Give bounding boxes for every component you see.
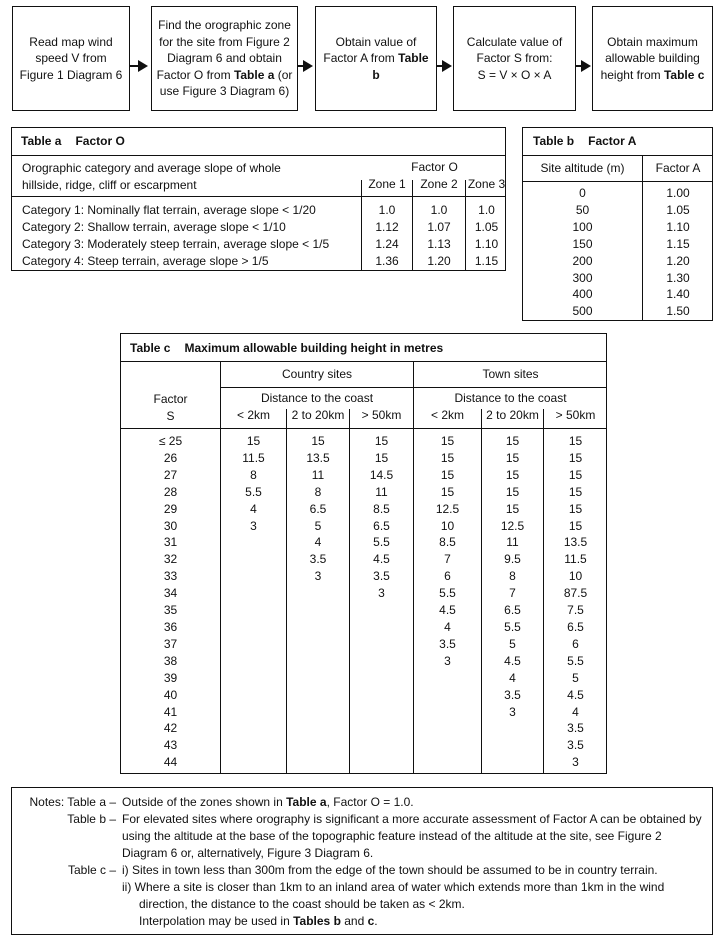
table-cell: 1.40 <box>666 287 690 302</box>
table-cell: 3.5 <box>439 636 456 651</box>
table-cell: 6 <box>572 636 579 651</box>
notes-heading: Notes: <box>29 795 65 809</box>
table-cell: 15 <box>440 484 455 499</box>
table-cell: 3.5 <box>567 721 584 736</box>
flow-step-5-text <box>597 34 708 84</box>
table-cell: 3 <box>572 755 579 770</box>
table-cell: 15 <box>568 434 583 448</box>
table-cell: 5.5 <box>245 484 262 499</box>
table-b-altitudes <box>523 185 642 320</box>
table-a-zone-2-values <box>413 202 465 270</box>
table-cell: 15 <box>440 450 455 465</box>
note-c-ii-1: ii) Where a site is closer than 1km to an inland area of water which extends more than 1km in the wind <box>122 880 665 894</box>
table-b-factors <box>643 185 713 320</box>
table-a-zone-2: Zone 2 <box>420 177 458 191</box>
table-c-group-town: Town sites <box>482 367 539 381</box>
table-cell: 6.5 <box>309 501 327 516</box>
flow-step-5-table: Table c <box>663 67 705 82</box>
table-cell: 4.5 <box>373 552 390 567</box>
flow-arrowhead-1 <box>138 60 148 72</box>
table-c-country-lt2-header: < 2km <box>236 408 270 422</box>
table-cell: 13.5 <box>563 535 588 550</box>
table-cell: 10 <box>440 518 455 533</box>
table-cell: 15 <box>505 501 520 516</box>
flow-step-2-tail: (or use Figure 3 Diagram 6) <box>159 67 293 99</box>
table-cell: 14.5 <box>369 467 394 482</box>
table-a-cell: 1.10 <box>474 237 499 251</box>
flow-step-5-main: Obtain maximum allowable building height from <box>600 34 700 82</box>
table-cell: 13.5 <box>306 450 330 465</box>
table-c-country-2to20-header: 2 to 20km <box>291 408 345 422</box>
table-cell: 5 <box>509 636 516 651</box>
table-a-row-label: Category 3: Moderately steep terrain, average slope < 1/5 <box>22 237 330 251</box>
table-cell: 50 <box>575 202 590 217</box>
table-cell: 15 <box>246 434 261 448</box>
table-cell: 100 <box>572 219 593 234</box>
table-b-col-altitude: Site altitude (m) <box>540 161 625 175</box>
table-cell: 4 <box>250 501 257 516</box>
table-c <box>120 333 607 774</box>
table-c-town-2to20-header: 2 to 20km <box>486 408 539 422</box>
table-cell: 8 <box>509 569 516 584</box>
note-c-i: i) Sites in town less than 300m from the edge of the town should be assumed to be in country terrain. <box>122 863 658 877</box>
table-a-cell: 1.15 <box>474 254 499 268</box>
note-c-interp <box>122 913 704 930</box>
table-a-cell: 1.0 <box>478 203 495 217</box>
table-c-distance-town: Distance to the coast <box>454 391 567 405</box>
table-c-town-gt50-header: > 50km <box>555 408 596 422</box>
table-a-cell: 1.24 <box>375 237 399 251</box>
table-cell: 3 <box>378 586 385 601</box>
table-b <box>522 127 713 321</box>
table-c-group-country: Country sites <box>281 367 353 381</box>
table-cell: 5.5 <box>504 619 521 634</box>
table-a-zone-3: Zone 3 <box>467 177 506 191</box>
table-a-title <box>21 134 125 148</box>
flow-step-3-table: Table b <box>372 51 429 82</box>
table-cell: 38 <box>163 653 178 668</box>
table-cell: 31 <box>163 535 178 550</box>
table-cell: 15 <box>568 450 583 465</box>
table-cell: 15 <box>311 434 325 448</box>
flow-arrowhead-2 <box>303 60 313 72</box>
table-c-title <box>130 341 443 355</box>
table-cell: 8.5 <box>373 501 390 516</box>
table-cell: 4 <box>314 535 322 550</box>
table-cell: 10 <box>568 569 583 584</box>
table-a-header-desc-2: hillside, ridge, cliff or escarpment <box>22 178 197 192</box>
table-cell: 15 <box>568 467 583 482</box>
table-c-s-label: S <box>166 409 175 423</box>
table-cell: 5.5 <box>567 653 584 668</box>
table-cell: 30 <box>163 518 178 533</box>
table-cell: 1.20 <box>666 253 690 268</box>
table-a-row-label: Category 1: Nominally flat terrain, average slope < 1/20 <box>22 203 316 217</box>
table-cell: 15 <box>374 434 389 448</box>
table-cell: 11.5 <box>564 552 587 567</box>
table-cell: 8 <box>314 484 322 499</box>
table-cell: 4 <box>572 704 579 719</box>
table-c-number: Table c <box>130 341 171 355</box>
note-c-text <box>122 862 704 930</box>
note-c-interp-tables-b: Tables b <box>293 914 341 928</box>
table-cell: 1.05 <box>666 202 690 217</box>
table-cell: 15 <box>568 484 583 499</box>
table-cell: 15 <box>440 434 455 448</box>
table-c-country-2to20-column <box>287 433 349 585</box>
table-cell: 15 <box>505 467 520 482</box>
table-cell: 11.5 <box>242 450 265 465</box>
table-cell: 29 <box>163 501 178 516</box>
table-cell: 3.5 <box>504 687 521 702</box>
table-cell: 1.50 <box>666 304 690 319</box>
note-a-text-2: , Factor O = 1.0. <box>326 795 414 809</box>
table-cell: 3 <box>250 518 257 533</box>
table-a-cell: 1.0 <box>430 203 448 217</box>
table-a-header-desc <box>22 160 281 194</box>
table-cell: 200 <box>572 253 593 268</box>
note-table-c <box>20 862 704 930</box>
table-cell: 3.5 <box>309 552 327 567</box>
note-a-text <box>122 794 704 811</box>
table-cell: 40 <box>163 687 178 702</box>
table-cell: 5.5 <box>439 586 456 601</box>
table-c-town-gt50-column <box>544 433 607 771</box>
table-cell: 15 <box>505 434 520 448</box>
table-cell: 7.5 <box>567 603 584 618</box>
table-cell: 42 <box>163 721 178 736</box>
table-cell: 39 <box>163 670 178 685</box>
table-cell: 12.5 <box>435 501 460 516</box>
note-c-label: Table c – <box>67 863 116 877</box>
table-a-cell: 1.12 <box>375 220 399 234</box>
table-cell: 15 <box>374 450 389 465</box>
table-a-cell: 1.36 <box>375 254 399 268</box>
note-c-interp-and: and <box>340 914 368 928</box>
table-c-country-gt50-header: > 50km <box>361 408 402 422</box>
table-a-cell: 1.20 <box>427 254 451 268</box>
table-cell: 150 <box>572 236 593 251</box>
table-b-title-text: Factor A <box>588 134 637 148</box>
table-a-cell: 1.13 <box>427 237 451 251</box>
table-c-factor-header <box>121 391 220 425</box>
table-cell: 7 <box>444 552 451 567</box>
table-cell: 35 <box>163 603 178 618</box>
table-cell: 15 <box>440 467 455 482</box>
table-a-row-label: Category 2: Shallow terrain, average slope < 1/10 <box>22 220 286 234</box>
flow-step-4-main: Calculate value of Factor S from: <box>466 34 563 66</box>
table-cell: 4.5 <box>567 687 584 702</box>
note-a-bold: Table a <box>286 795 327 809</box>
table-cell: 6 <box>444 569 451 584</box>
table-cell: 1.10 <box>666 219 690 234</box>
notes-box <box>11 787 713 935</box>
note-table-b <box>20 811 704 862</box>
table-a-number: Table a <box>21 134 62 148</box>
table-cell: 1.15 <box>666 236 690 251</box>
flow-step-3-main: Obtain value of Factor A from <box>323 34 417 66</box>
table-cell: 3.5 <box>567 738 584 753</box>
table-cell: 3 <box>509 704 516 719</box>
note-table-a <box>20 794 704 811</box>
table-a-row-label: Category 4: Steep terrain, average slope > 1/5 <box>22 254 269 268</box>
flow-arrowhead-4 <box>581 60 591 72</box>
table-cell: 6.5 <box>504 603 521 618</box>
table-cell: 27 <box>163 467 178 482</box>
flow-step-4-formula: S = V × O × A <box>477 67 552 82</box>
table-cell: 12.5 <box>500 518 525 533</box>
table-cell: 8.5 <box>439 535 456 550</box>
table-cell: 28 <box>163 484 178 499</box>
flow-step-1-text: Read map wind speed V from Figure 1 Diagram 6 <box>19 34 123 82</box>
flow-step-read-wind-speed <box>12 6 130 111</box>
table-a-zone-1: Zone 1 <box>368 177 406 191</box>
table-cell: 36 <box>163 619 178 634</box>
table-b-number: Table b <box>533 134 575 148</box>
table-cell: 9.5 <box>504 552 521 567</box>
table-cell: 11 <box>375 484 388 499</box>
table-cell: 87.5 <box>563 586 588 601</box>
table-cell: 7 <box>509 586 516 601</box>
table-a-zone-3-values <box>466 202 507 270</box>
table-cell: 4 <box>444 619 451 634</box>
table-cell: 41 <box>163 704 178 719</box>
table-cell: 5.5 <box>373 535 390 550</box>
flow-step-3-text <box>320 34 432 84</box>
table-cell: 1.00 <box>666 186 690 200</box>
table-a-cell: 1.05 <box>474 220 499 234</box>
flow-arrowhead-3 <box>442 60 452 72</box>
table-b-col-factor: Factor A <box>655 161 701 175</box>
table-cell: 500 <box>572 304 593 319</box>
table-cell: 15 <box>568 518 583 533</box>
flow-step-4-text <box>458 34 571 84</box>
flow-step-factor-a <box>315 6 437 111</box>
table-a-row-labels <box>22 202 329 270</box>
table-cell: 1.30 <box>666 270 690 285</box>
note-c-interp-c: c <box>367 914 375 928</box>
table-cell: 3 <box>314 569 322 584</box>
table-a-header-desc-1: Orographic category and average slope of whole <box>22 161 281 175</box>
table-c-town-2to20-column <box>482 433 543 720</box>
table-cell: 34 <box>163 586 178 601</box>
table-cell: 15 <box>505 450 520 465</box>
table-c-factor-label: Factor <box>153 392 188 406</box>
flow-step-max-height <box>592 6 713 111</box>
table-cell: 44 <box>163 755 178 770</box>
table-cell: 4.5 <box>439 603 456 618</box>
note-c-interp-text: Interpolation may be used in <box>139 914 294 928</box>
table-c-town-lt2-header: < 2km <box>430 408 464 422</box>
flow-step-2-text <box>156 17 293 100</box>
table-cell: 15 <box>568 501 583 516</box>
table-cell: 32 <box>163 552 178 567</box>
table-b-title <box>533 134 636 148</box>
table-cell: 11 <box>311 467 325 482</box>
table-cell: 37 <box>163 636 178 651</box>
flow-step-factor-o <box>151 6 298 111</box>
table-cell: 33 <box>163 569 178 584</box>
table-a-cell: 1.07 <box>427 220 451 234</box>
table-cell: 3.5 <box>373 569 390 584</box>
table-cell: 6.5 <box>567 619 584 634</box>
table-cell: 15 <box>505 484 520 499</box>
note-label-a <box>20 794 122 811</box>
flow-step-factor-s <box>453 6 576 111</box>
table-a-title-text: Factor O <box>75 134 125 148</box>
table-cell: 43 <box>163 738 178 753</box>
table-a-header-group: Factor O <box>411 160 458 174</box>
flow-step-2-table: Table a <box>233 67 275 82</box>
table-c-title-text: Maximum allowable building height in metres <box>184 341 444 355</box>
table-a-cell: 1.0 <box>378 203 396 217</box>
table-cell: 8 <box>250 467 257 482</box>
table-cell: 5 <box>314 518 322 533</box>
table-c-country-gt50-column <box>350 433 413 602</box>
note-b-text: For elevated sites where orography is significant a more accurate assessment of Factor A can be obtained by using the altitude at the base of the topographic feature instead of the altitude at the site, see Figure 2 Diagram 6 or, alternatively, Figure 3 Diagram 6. <box>122 812 702 860</box>
note-b-label: Table b – <box>67 812 116 826</box>
table-c-country-lt2-column <box>221 433 286 534</box>
table-cell: 5 <box>572 670 579 685</box>
table-cell: 300 <box>572 270 593 285</box>
table-c-factor-s-column <box>121 433 220 771</box>
table-cell: ≤ 25 <box>158 434 183 448</box>
table-a-zone-1-values <box>362 202 412 270</box>
table-c-town-lt2-column <box>414 433 481 670</box>
table-cell: 26 <box>163 450 178 465</box>
note-c-ii-2: direction, the distance to the coast should be taken as < 2km. <box>139 897 465 911</box>
table-cell: 11 <box>506 535 519 550</box>
table-cell: 400 <box>572 287 593 302</box>
note-a-text-1: Outside of the zones shown in <box>122 795 287 809</box>
flow-step-2-main: Find the orographic zone for the site from Figure 2 Diagram 6 and obtain Factor O from <box>156 18 291 82</box>
note-c-interp-end: . <box>374 914 378 928</box>
table-cell: 6.5 <box>373 518 390 533</box>
table-cell: 0 <box>579 186 586 200</box>
table-cell: 4 <box>509 670 516 685</box>
table-cell: 3 <box>444 653 451 668</box>
table-cell: 4.5 <box>504 653 521 668</box>
table-a <box>11 127 506 271</box>
note-a-label: Table a – <box>67 795 116 809</box>
table-c-distance-country: Distance to the coast <box>260 391 374 405</box>
